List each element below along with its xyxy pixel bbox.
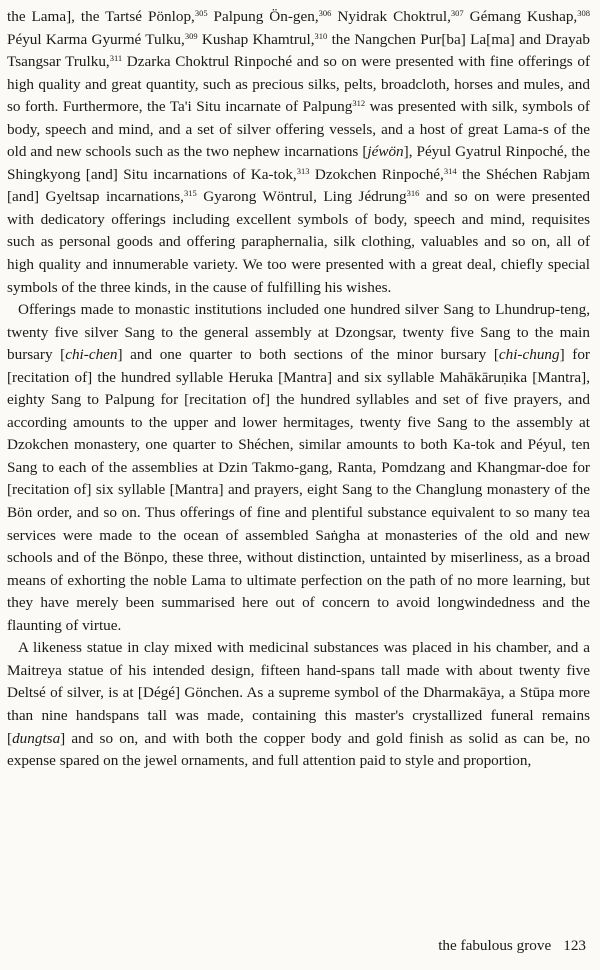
paragraph xyxy=(7,6,590,299)
running-title: the fabulous grove xyxy=(438,937,552,954)
paragraph xyxy=(7,637,590,772)
text-run: Gyarong Wöntrul, Ling Jédrung xyxy=(196,188,407,206)
text-run: Dzokchen Rinpoché, xyxy=(309,165,444,183)
paragraph xyxy=(7,299,590,637)
footnote-marker: 316 xyxy=(406,188,420,199)
footnote-marker: 306 xyxy=(318,8,332,18)
body-text xyxy=(7,6,590,773)
text-run: was presented with silk, symbols of body, speech and mind, and a set of silver offering vessels, and a host of great Lama-s of the old and new schools such as the two nephew incarnations [ xyxy=(7,98,590,161)
text-run: Nyidrak Choktrul, xyxy=(331,8,451,25)
text-run: Gémang Kushap, xyxy=(463,8,578,25)
page-footer xyxy=(438,936,586,956)
text-run: A likeness statue in clay mixed with medicinal substances was placed in his chamber, and a Maitreya statue of his intended design, fifteen hand-spans tall made with about twenty five Deltsé of silver, is at [Dégé] Gönchen. As a supreme symbol of the Dharmakāya, a Stūpa more than nine handspans tall was made, containing this master's crystallized funeral remains [ xyxy=(7,639,590,747)
footnote-marker: 310 xyxy=(314,30,328,41)
footnote-marker: 309 xyxy=(184,30,198,41)
footnote-marker: 311 xyxy=(109,53,123,64)
footnote-marker: 308 xyxy=(577,8,590,18)
footnote-marker: 312 xyxy=(352,98,366,109)
footnote-marker: 305 xyxy=(194,8,208,18)
text-run: the Lama], the Tartsé Pönlop, xyxy=(7,8,195,25)
footnote-marker: 307 xyxy=(450,8,464,18)
italic-term: chi-chung xyxy=(498,346,560,364)
text-run: ] for [recitation of] the hundred syllable Heruka [Mantra] and six syllable Mahākāruṇika [Mantra], eighty Sang to Palpung for [recitation of] the hundred syllables and set of five prayers, and according amounts to the upper and lower hermitages, twenty five Sang to the assembly at Dzokchen monastery, one quarter to Shéchen, similar amounts to both Ka-tok and Péyul, ten Sang to each of the assemblies at Dzin Takmo-gang, Ranta, Pomdzang and Khangmar-doe for [recitation of] six syllable [Mantra] and prayers, eight Sang to the Changlung monastery of the Bön order, and so on. Thus offerings of fine and plentiful substance equivalent to so many tea services were made to the ocean of assembled Saṅgha at monasteries of the old and new schools and of the Bönpo, these three, without distinction, untainted by miserliness, as a broad means of exhorting the noble Lama to ultimate perfection on the path of no more learning, but they have merely been summarised here out of concern to avoid longwindedness and the flaunting of virtue. xyxy=(7,346,590,634)
text-run: Dzarka Choktrul Rinpoché and so on were presented with fine offerings of high quality and great quantity, such as precious silks, pelts, broadcloth, horses and mules, and so forth. Furthermore, the Ta'i Situ incarnate of Palpung xyxy=(7,53,590,116)
footnote-marker: 313 xyxy=(296,165,310,176)
italic-term: jéwön xyxy=(367,143,404,161)
footnote-marker: 315 xyxy=(183,188,197,199)
text-run: ] and so on, and with both the copper body and gold finish as solid as can be, no expense spared on the jewel ornaments, and full attention paid to style and proportion, xyxy=(7,729,590,770)
text-run: Offerings made to monastic institutions included one hundred silver Sang to Lhundrup-teng, twenty five silver Sang to the general assembly at Dzongsar, twenty five Sang to the main bursary [ xyxy=(7,301,590,364)
text-run: ] and one quarter to both sections of the minor bursary [ xyxy=(117,346,499,364)
text-run: the Shéchen Rabjam [and] Gyeltsap incarnations, xyxy=(7,165,590,206)
text-run: ], Péyul Gyatrul Rinpoché, the Shingkyong [and] Situ incarnations of Ka-tok, xyxy=(7,143,590,183)
italic-term: dungtsa xyxy=(12,729,61,747)
text-run: and so on were presented with dedicatory offerings including excellent symbols of body, speech and mind, requisites such as personal goods and offering paraphernalia, silk clothing, valuables and so on, all of high quality and innumerable variety. We too were presented with a great deal, chiefly special symbols of the three kinds, in the cause of fulfilling his wishes. xyxy=(7,188,590,296)
text-run: Péyul Karma Gyurmé Tulku, xyxy=(7,30,185,48)
italic-term: chi-chen xyxy=(65,346,118,364)
footnote-marker: 314 xyxy=(443,165,457,176)
text-run: Kushap Khamtrul, xyxy=(197,30,315,48)
text-run: the Nangchen Pur[ba] La[ma] and Drayab Tsangsar Trulku, xyxy=(7,30,590,71)
text-run: Palpung Ön-gen, xyxy=(207,8,319,25)
page-number: 123 xyxy=(563,937,586,954)
